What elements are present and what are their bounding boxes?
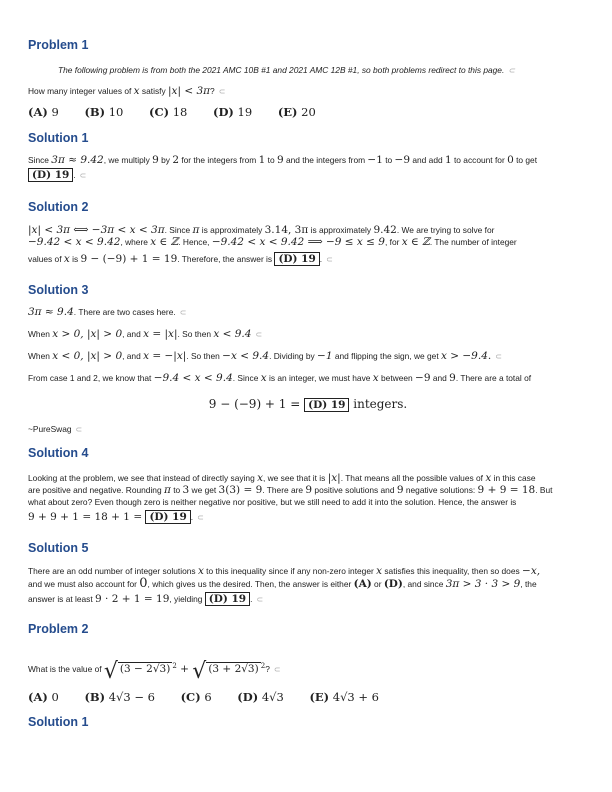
solution-2-line-1: |x| < 3π ⟺ −3π < x < 3π. Since π is approximately 3.14, 3π is approximately 9.42. We are trying to solve for (28, 224, 495, 236)
solution-1-answer: (D) 19 . ⊂ (28, 170, 86, 181)
choice-d: (D) 19 (213, 105, 253, 119)
copy-icon[interactable]: ⊂ (75, 425, 83, 434)
problem-2-choices (28, 690, 401, 704)
solution-1-heading: Solution 1 (28, 131, 89, 145)
solution-4-line-1: Looking at the problem, we see that instead of directly saying x, we see that it is |x|. That means all the possible values of x in this case (28, 472, 536, 484)
choice-c: (C) 6 (180, 690, 212, 704)
solution-5-line-1: There are an odd number of integer solutions x to this inequality since if any non-zero integer x satisfies this inequality, then so does −x, (28, 565, 541, 577)
choice-b: (B) 10 (84, 105, 124, 119)
solution-2-line-3: values of x is 9 − (−9) + 1 = 19. Therefore, the answer is (D) 19 . ⊂ (28, 253, 333, 265)
solution-4-heading: Solution 4 (28, 446, 89, 460)
copy-icon[interactable]: ⊂ (179, 308, 187, 317)
choice-c: (C) 18 (149, 105, 188, 119)
problem-2-heading: Problem 2 (28, 622, 89, 636)
copy-icon[interactable]: ⊂ (273, 664, 281, 674)
answer-box: (D) 19 (28, 168, 73, 182)
copy-icon[interactable]: ⊂ (508, 66, 515, 75)
choice-a: (A) 9 (28, 105, 59, 119)
choice-d: (D) 4√3 (237, 690, 284, 704)
solution-2-line-2: −9.42 < x < 9.42, where x ∈ ℤ. Hence, −9.42 < x < 9.42 ⟹ −9 ≤ x ≤ 9, for x ∈ ℤ. The number of integer (28, 236, 517, 248)
solution-4-line-4: 9 + 9 + 1 = 18 + 1 = (D) 19 . ⊂ (28, 511, 204, 523)
problem-2-question: What is the value of √ (3 − 2√3) $^2$ + √ (3 + 2√3) $^2$? ⊂ (28, 658, 281, 684)
solution-3-display: 9 − (−9) + 1 = (D) 19 integers. (208, 397, 408, 411)
solution-3-case-2: When x < 0, |x| > 0, and x = −|x|. So then −x < 9.4. Dividing by −1 and flipping the sign, we get x > −9.4. ⊂ (28, 350, 502, 362)
solution-2-heading: Solution 2 (28, 200, 89, 214)
problem-2-solution-1-heading: Solution 1 (28, 715, 89, 729)
solution-5-line-3: answer is at least 9 · 2 + 1 = 19, yielding (D) 19 . ⊂ (28, 593, 264, 605)
solution-5-line-2: and we must also account for 0, which gives us the desired. Then, the answer is either (A) or (D), and since 3π > 3 · 3 > 9, the (28, 576, 537, 591)
solution-4-line-2: are positive and negative. Rounding π to 3 we get 3(3) = 9. There are 9 positive solutions and 9 negative solutions: 9 + 9 = 18. But (28, 484, 553, 496)
answer-box: (D) 19 (274, 252, 319, 266)
copy-icon[interactable]: ⊂ (495, 352, 502, 361)
copy-icon[interactable]: ⊂ (197, 513, 204, 522)
solution-3-author: ~PureSwag ⊂ (28, 424, 83, 434)
solution-1-text: Since 3π ≈ 9.42, we multiply 9 by 2 for the integers from 1 to 9 and the integers from −1 to −9 and add 1 to account for 0 to get (28, 154, 538, 166)
problem-1-choices (28, 105, 338, 119)
solution-3-heading: Solution 3 (28, 283, 89, 297)
copy-icon[interactable]: ⊂ (256, 595, 264, 604)
answer-box: (D) 19 (145, 510, 190, 524)
copy-icon[interactable]: ⊂ (326, 255, 333, 264)
answer-box: (D) 19 (304, 398, 349, 412)
solution-3-line-4: From case 1 and 2, we know that −9.4 < x < 9.4. Since x is an integer, we must have x between −9 and 9. There are a total of (28, 372, 532, 384)
choice-b: (B) 4√3 − 6 (84, 690, 155, 704)
copy-icon[interactable]: ⊂ (218, 87, 226, 96)
copy-icon[interactable]: ⊂ (79, 171, 87, 180)
choice-a: (A) 0 (28, 690, 59, 704)
problem-1-heading: Problem 1 (28, 38, 89, 52)
solution-3-line-1: 3π ≈ 9.4. There are two cases here. ⊂ (28, 306, 187, 318)
copy-icon[interactable]: ⊂ (255, 330, 263, 339)
choice-e: (E) 20 (277, 105, 316, 119)
answer-box: (D) 19 (205, 592, 250, 606)
choice-e: (E) 4√3 + 6 (309, 690, 379, 704)
problem-1-note: The following problem is from both the 2021 AMC 10B #1 and 2021 AMC 12B #1, so both problems redirect to this page. ⊂ (58, 65, 515, 75)
solution-5-heading: Solution 5 (28, 541, 89, 555)
solution-4-line-3: what about zero? Even though zero is neither negative nor positive, but we still need to add it into the solution. Hence, the answer is (28, 497, 517, 507)
solution-3-case-1: When x > 0, |x| > 0, and x = |x|. So then x < 9.4 ⊂ (28, 328, 263, 340)
problem-1-question: How many integer values of x satisfy |x| < 3π? ⊂ (28, 85, 226, 97)
